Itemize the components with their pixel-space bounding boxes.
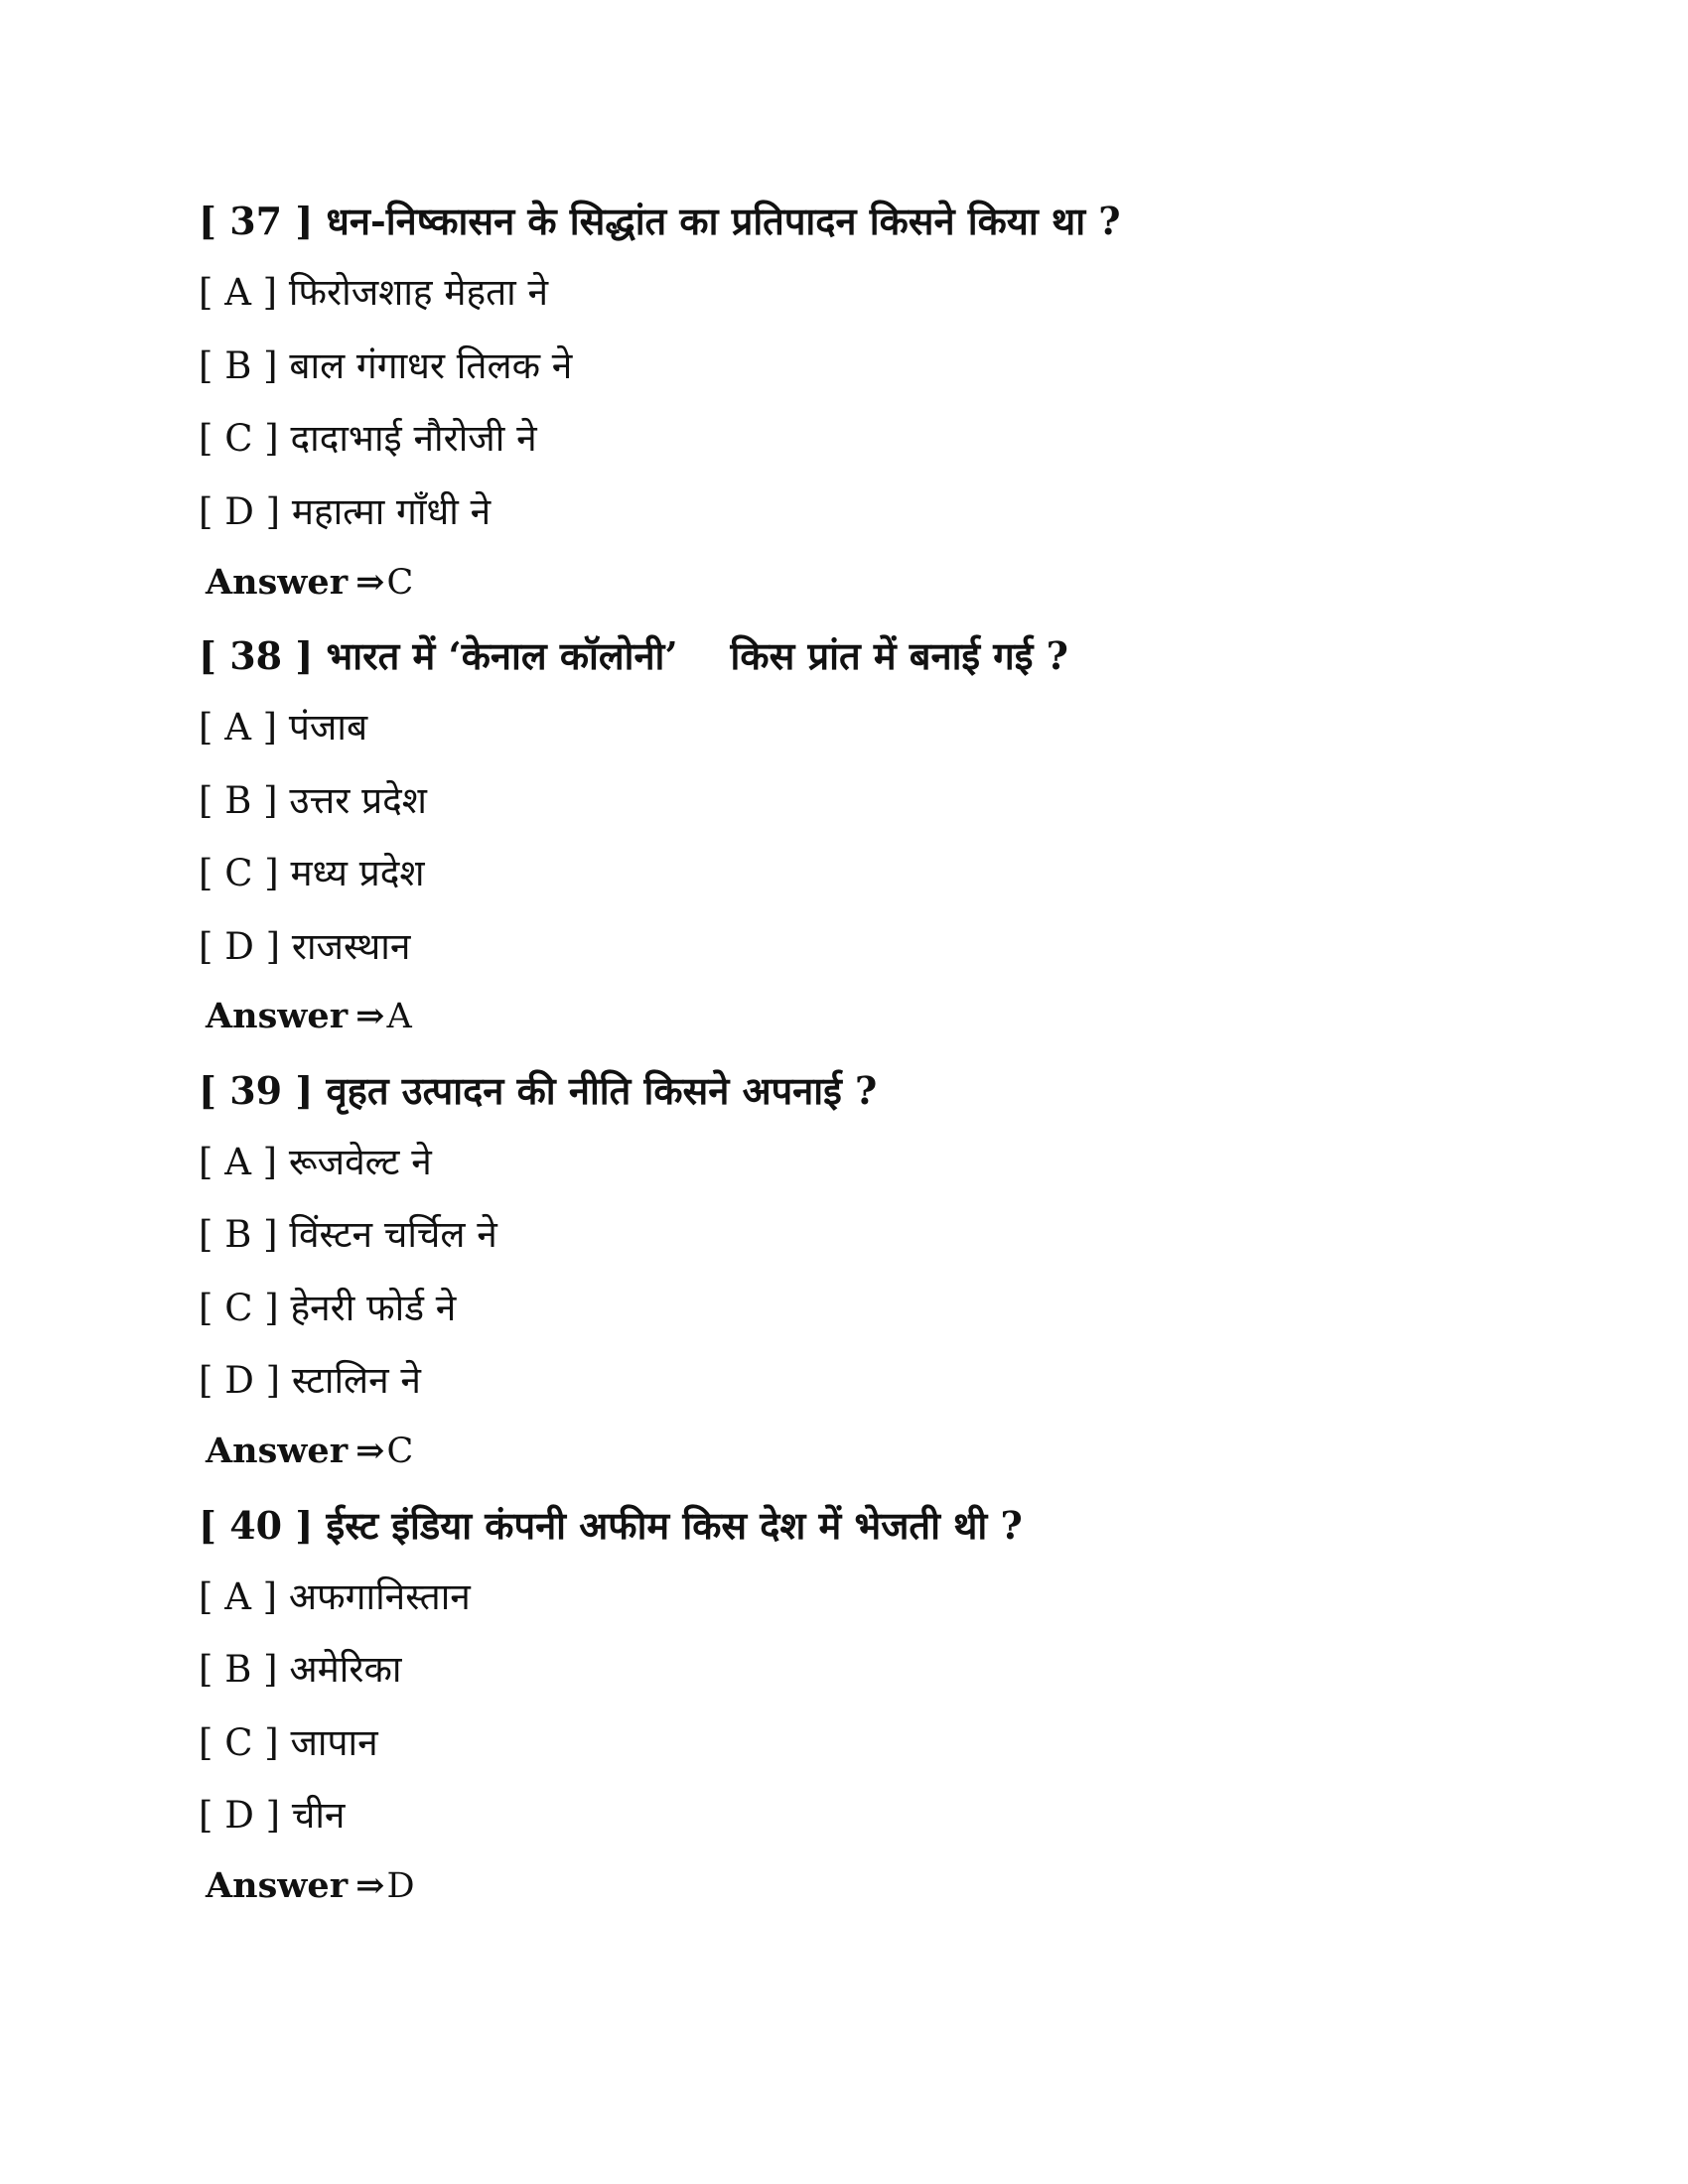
option-39-b <box>199 1213 497 1257</box>
option-label: [ B ] <box>199 344 278 387</box>
answer-label: Answer <box>206 996 349 1036</box>
question-text: ईस्ट इंडिया कंपनी अफीम किस देश में भेजती थी ? <box>326 1503 1023 1548</box>
option-text: फिरोजशाह मेहता ने <box>288 271 549 314</box>
option-text: स्टालिन ने <box>291 1359 421 1402</box>
option-label: [ D ] <box>199 490 281 533</box>
question-text: धन-निष्कासन के सिद्धांत का प्रतिपादन किसने किया था ? <box>326 199 1121 243</box>
option-label: [ D ] <box>199 925 281 968</box>
option-label: [ A ] <box>199 1141 278 1183</box>
option-37-b <box>199 344 572 388</box>
option-37-c <box>199 417 537 461</box>
option-label: [ C ] <box>199 417 279 460</box>
option-40-d <box>199 1794 345 1838</box>
option-text: रूजवेल्ट ने <box>288 1141 432 1183</box>
option-38-a <box>199 706 367 750</box>
answer-37 <box>206 562 413 604</box>
answer-label: Answer <box>206 562 349 603</box>
option-text: अमेरिका <box>289 1648 402 1691</box>
option-40-a <box>199 1575 471 1619</box>
option-text: हेनरी फोर्ड ने <box>290 1287 457 1329</box>
option-38-d <box>199 925 410 969</box>
option-text: मध्य प्रदेश <box>290 852 425 894</box>
option-label: [ A ] <box>199 271 278 314</box>
question-37 <box>199 199 1121 244</box>
arrow-right-icon: ⇒ <box>355 562 385 603</box>
answer-38 <box>206 996 412 1037</box>
answer-value: D <box>386 1866 415 1906</box>
option-40-b <box>199 1648 401 1692</box>
arrow-right-icon: ⇒ <box>355 996 385 1036</box>
option-label: [ A ] <box>199 1575 278 1618</box>
option-text: चीन <box>291 1794 346 1837</box>
option-label: [ B ] <box>199 1648 278 1691</box>
option-label: [ C ] <box>199 852 279 894</box>
option-38-b <box>199 779 427 823</box>
option-39-a <box>199 1141 432 1184</box>
answer-label: Answer <box>206 1865 349 1906</box>
question-number: [ 38 ] <box>199 633 314 678</box>
option-text: विंस्टन चर्चिल ने <box>289 1213 497 1256</box>
answer-label: Answer <box>206 1431 349 1471</box>
option-text: दादाभाई नौरोजी ने <box>290 417 537 460</box>
option-label: [ D ] <box>199 1794 281 1837</box>
option-text: बाल गंगाधर तिलक ने <box>289 344 573 387</box>
option-label: [ B ] <box>199 1213 278 1256</box>
option-label: [ B ] <box>199 779 278 822</box>
option-text: जापान <box>290 1721 378 1764</box>
option-label: [ D ] <box>199 1359 281 1402</box>
arrow-right-icon: ⇒ <box>355 1865 385 1906</box>
question-40 <box>199 1503 1023 1549</box>
option-text: अफगानिस्तान <box>288 1575 471 1618</box>
question-text: भारत में ‘केनाल कॉलोनी’ किस प्रांत में बनाई गई ? <box>326 633 1068 678</box>
option-text: उत्तर प्रदेश <box>289 779 427 822</box>
question-text: वृहत उत्पादन की नीति किसने अपनाई ? <box>326 1068 878 1113</box>
answer-40 <box>206 1865 415 1907</box>
option-text: महात्मा गाँधी ने <box>291 490 492 533</box>
answer-value: A <box>386 997 412 1036</box>
answer-value: C <box>386 1432 414 1471</box>
question-39 <box>199 1068 877 1114</box>
option-text: राजस्थान <box>291 925 411 968</box>
option-38-c <box>199 852 425 895</box>
option-label: [ C ] <box>199 1287 279 1329</box>
answer-value: C <box>386 563 414 603</box>
question-38 <box>199 633 1068 679</box>
answer-39 <box>206 1431 413 1472</box>
option-39-c <box>199 1287 456 1330</box>
option-label: [ A ] <box>199 706 278 749</box>
question-number: [ 37 ] <box>199 199 314 243</box>
option-37-d <box>199 490 491 534</box>
option-40-c <box>199 1721 378 1765</box>
arrow-right-icon: ⇒ <box>355 1431 385 1471</box>
option-text: पंजाब <box>288 706 368 749</box>
option-label: [ C ] <box>199 1721 279 1764</box>
option-37-a <box>199 271 548 315</box>
question-number: [ 40 ] <box>199 1503 314 1548</box>
option-39-d <box>199 1359 421 1403</box>
question-number: [ 39 ] <box>199 1068 314 1113</box>
